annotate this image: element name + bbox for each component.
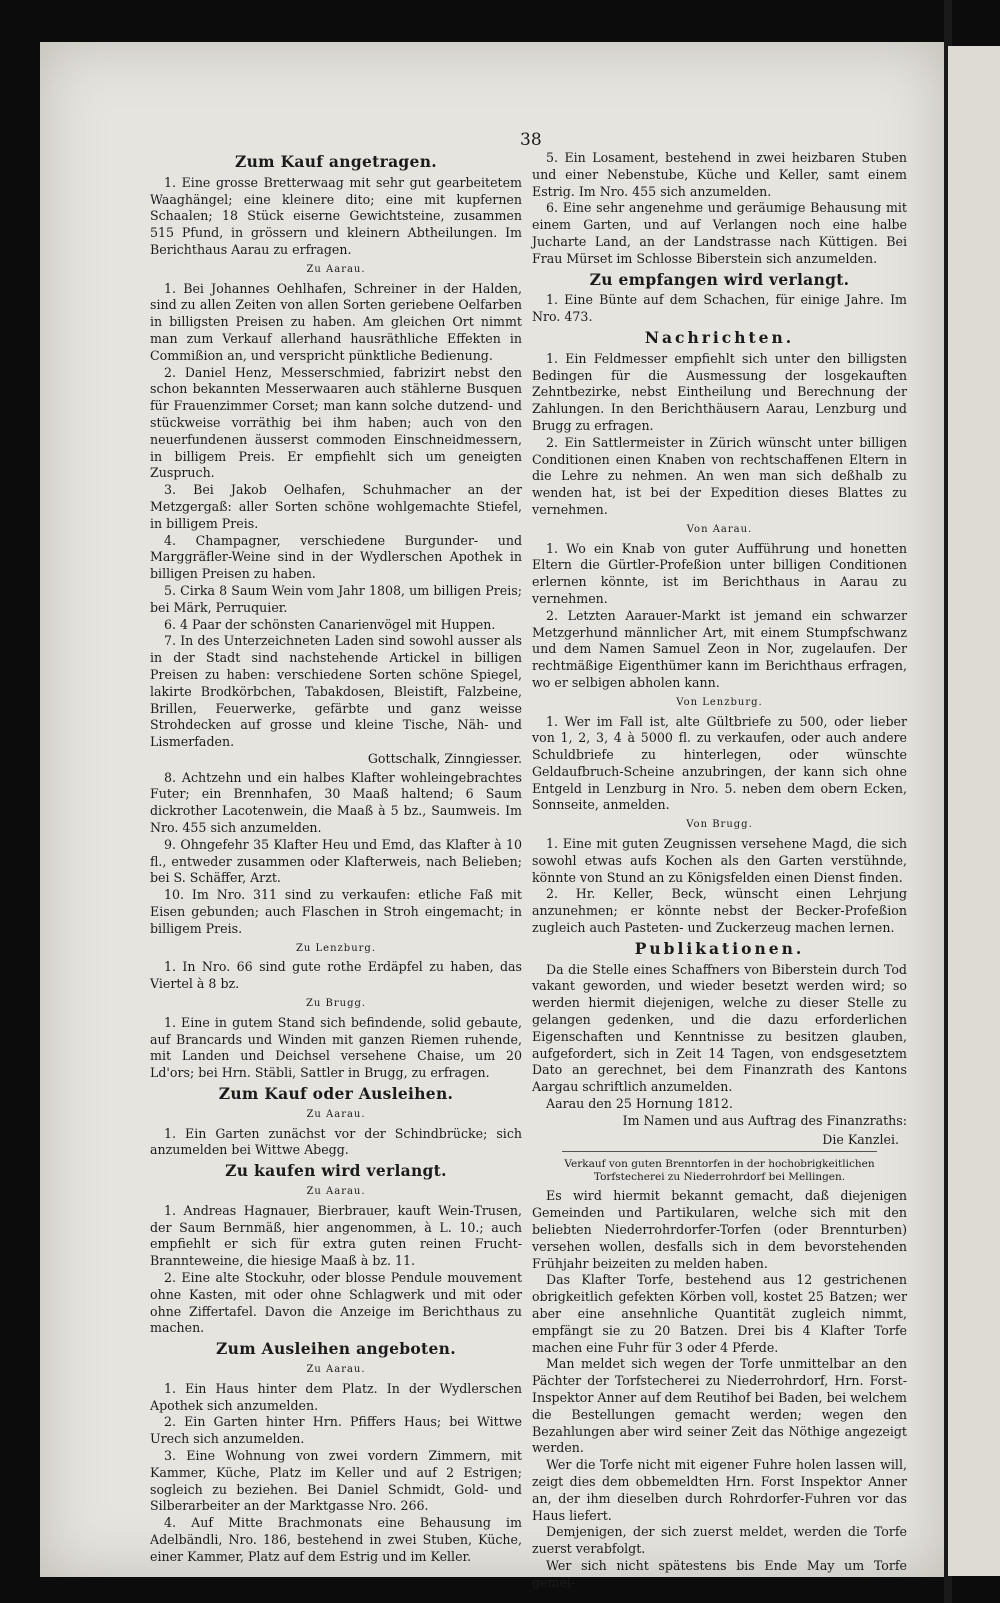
paragraph: 1. Eine mit guten Zeugnissen versehene Magd, die sich sowohl etwas aufs Kochen als den Garten verstühnde, könnte von Stund an zu Königsfelden einen Dienst finden. <box>532 836 907 885</box>
signature-kanzlei: Die Kanzlei. <box>822 1131 899 1147</box>
location-subheading: Zu Aarau. <box>306 263 366 275</box>
paragraph: Wer sich nicht spätestens bis Ende May um Torfe gemel- <box>532 1557 907 1590</box>
location-subheading: Von Aarau. <box>686 523 753 535</box>
section-title-zu-empfangen: Zu empfangen wird verlangt. <box>589 269 850 289</box>
paragraph: 2. Hr. Keller, Beck, wünscht einen Lehrjung anzunehmen; er könnte nebst der Becker-Profeßion zugleich auch Pasteten- und Zuckerzeug machen lernen. <box>532 886 907 936</box>
paragraph: 4. Auf Mitte Brachmonats eine Behausung im Adelbändli, Nro. 186, bestehend in zwei Stuben, Küche, einer Kammer, Platz auf dem Estrig und im Keller. <box>150 1515 522 1564</box>
paragraph: 1. Eine grosse Bretterwaag mit sehr gut gearbeitetem Waaghängel; eine kleinere dito; eine mit kupfernen Schaalen; 18 Stück eiserne Gewichtsteine, zusammen 515 Pfund, in grössern und kleinern Abtheilungen. Im Berichthaus Aarau zu erfragen. <box>150 174 522 257</box>
section-title-nachrichten: Nachrichten. <box>644 327 795 347</box>
paragraph: 7. In des Unterzeichneten Laden sind sowohl ausser als in der Stadt sind nachstehende Artickel in billigen Preisen zu haben: verschiedene Sorten schöne Spiegel, lakirte Brodkörbchen, Tabakdosen, Bleistift, Falzbeine, Brillen, Feuerwerke, gefärbte und ganz weisse Strohdecken auf grosse und kleine Tische, Näh- und Lismerfaden. <box>150 633 522 750</box>
section-title-publikationen: Publikationen. <box>634 938 805 958</box>
section-title-zu-kaufen-verlangt: Zu kaufen wird verlangt. <box>225 1161 447 1181</box>
paragraph: 1. Ein Garten zunächst vor der Schindbrücke; sich anzumelden bei Wittwe Abegg. <box>150 1125 522 1158</box>
paragraph: 9. Ohngefehr 35 Klafter Heu und Emd, das Klafter à 10 fl., entweder zusammen oder Klafterweis, nach Belieben; bei S. Schäffer, Arzt. <box>150 836 522 886</box>
paragraph: 5. Ein Losament, bestehend in zwei heizbaren Stuben und einer Nebenstube, Küche und Keller, samt einem Estrig. Im Nro. 455 sich anzumelden. <box>532 150 907 199</box>
paragraph: 6. 4 Paar der schönsten Canarienvögel mit Huppen. <box>164 616 496 632</box>
torf-heading: Verkauf von guten Brenntorfen in der hochobrigkeitlichen Torfstecherei zu Niederrohrdorf bei Mellingen. <box>564 1158 875 1184</box>
section-title-kauf-oder-ausleihen: Zum Kauf oder Ausleihen. <box>218 1084 454 1104</box>
location-subheading: Zu Lenzburg. <box>295 942 377 954</box>
page-number: 38 <box>520 130 542 150</box>
divider <box>562 1151 877 1152</box>
signature-line: Im Namen und aus Auftrag des Finanzraths: <box>622 1112 907 1128</box>
paragraph: 1. Andreas Hagnauer, Bierbrauer, kauft Wein-Trusen, der Saum Bernmäß, hier angenommen, à L. 10.; auch empfiehlt er sich für extra guten reinen Frucht-Brannteweine, die hiesige Maaß à bz. 11. <box>150 1202 522 1269</box>
paragraph: 8. Achtzehn und ein halbes Klafter wohleingebrachtes Futer; ein Brennhafen, 30 Maaß haltend; 6 Saum dickrother Lacotenwein, die Maaß à 5 bz., Saumweis. Im Nro. 455 sich anzumelden. <box>150 769 522 836</box>
paragraph: Es wird hiermit bekannt gemacht, daß diejenigen Gemeinden und Partikularen, welche sich mit den beliebten Niederrohrdorfer-Torfen (oder Brennturben) versehen wollen, desfalls sich in dem bevorstehenden Frühjahr beizeiten zu melden haben. <box>532 1188 907 1271</box>
paragraph: Das Klafter Torfe, bestehend aus 12 gestrichenen obrigkeitlich gefekten Körben voll, kostet 25 Batzen; wer aber eine ansehnliche Quantität zugleich nimmt, empfängt sie zu 20 Batzen. Drei bis 4 Klafter Torfe machen eine Fuhr für 3 oder 4 Pferde. <box>532 1272 907 1355</box>
location-subheading: Zu Brugg. <box>305 998 367 1010</box>
date-line: Aarau den 25 Hornung 1812. <box>546 1096 733 1112</box>
paragraph: Man meldet sich wegen der Torfe unmittelbar an den Pächter der Torfstecherei zu Niederrohrdorf, Hrn. Forst-Inspektor Anner auf dem Reutihof bei Baden, bei welchem die Bestellungen gemacht werden; wegen den Bezahlungen aber wird seiner Zeit das Nöthige angezeigt werden. <box>532 1356 907 1456</box>
paragraph: 2. Eine alte Stockuhr, oder blosse Pendule mouvement ohne Kasten, mit oder ohne Schlagwerk und mit oder ohne Ziffertafel. Davon die Anzeige im Berichthaus zu machen. <box>150 1270 522 1336</box>
paragraph: 3. Bei Jakob Oelhafen, Schuhmacher an der Metzgergaß: aller Sorten schöne wohlgemachte Stiefel, in billigem Preis. <box>150 482 522 531</box>
paragraph: 1. In Nro. 66 sind gute rothe Erdäpfel zu haben, das Viertel à 8 bz. <box>150 959 522 992</box>
signature: Gottschalk, Zinngiesser. <box>367 750 522 766</box>
paragraph: 1. Wo ein Knab von guter Aufführung und honetten Eltern die Gürtler-Profeßion unter billigen Conditionen erlernen könnte, ist im Berichthaus in Aarau zu vernehmen. <box>532 540 907 606</box>
paragraph: 3. Eine Wohnung von zwei vordern Zimmern, mit Kammer, Küche, Platz im Keller und auf 2 Estrigen; sogleich zu beziehen. Bei Daniel Schmidt, Gold- und Silberarbeiter an der Marktgasse Nro. 266. <box>150 1447 522 1514</box>
paragraph: Wer die Torfe nicht mit eigener Fuhre holen lassen will, zeigt dies dem obbemeldten Hrn. Forst Inspektor Anner an, der ihm dieselben durch Rohrdorfer-Fuhren vor das Haus liefert. <box>532 1457 907 1523</box>
paragraph: 6. Eine sehr angenehme und geräumige Behausung mit einem Garten, und auf Verlangen noch eine halbe Jucharte Land, an der Landstrasse nach Küttigen. Bei Frau Mürset im Schlosse Biberstein sich anzumelden. <box>532 200 907 266</box>
location-subheading: Von Lenzburg. <box>676 696 763 708</box>
paragraph: Demjenigen, der sich zuerst meldet, werden die Torfe zuerst verabfolgt. <box>532 1524 907 1557</box>
location-subheading: Von Brugg. <box>686 819 753 831</box>
location-subheading: Zu Aarau. <box>306 1363 366 1375</box>
paragraph: 1. Wer im Fall ist, alte Gültbriefe zu 500, oder lieber von 1, 2, 3, 4 à 5000 fl. zu verkaufen, oder auch andere Schuldbriefe zu hinterlegen, oder wünschte Geldaufbruch-Scheine anzubringen, der kann sich ohne Entgeld in Lenzburg in Nro. 5. neben dem obern Ecken, Sonnseite, anmelden. <box>532 713 907 813</box>
paragraph: 1. Eine Bünte auf dem Schachen, für einige Jahre. Im Nro. 473. <box>532 292 907 325</box>
paragraph: 5. Cirka 8 Saum Wein vom Jahr 1808, um billigen Preis; bei Märk, Perruquier. <box>150 582 522 615</box>
paragraph: 10. Im Nro. 311 sind zu verkaufen: etliche Faß mit Eisen gebunden; auch Flaschen in Stroh eingemacht; in billigem Preis. <box>150 887 522 936</box>
next-page-edge <box>948 46 1000 1576</box>
paragraph: Da die Stelle eines Schaffners von Biberstein durch Tod vakant geworden, und wieder besetzt werden wird; so werden hiermit diejenigen, welche zu dieser Stelle zu gelangen gedenken, und die dazu erforderlichen Eigenschaften und Kenntnisse zu besitzen glauben, aufgefordert, sich in Zeit 14 Tagen, von endsgesetztem Dato an gerechnet, bei dem Finanzrath des Kantons Aargau schriftlich anzumelden. <box>532 961 907 1095</box>
paragraph: 1. Ein Feldmesser empfiehlt sich unter den billigsten Bedingen für die Ausmessung der losgekauften Zehntbezirke, nebst Eintheilung und Berechnung der Zahlungen. In den Berichthäusern Aarau, Lenzburg und Brugg zu erfragen. <box>532 350 907 433</box>
paragraph: 2. Ein Garten hinter Hrn. Pfiffers Haus; bei Wittwe Urech sich anzumelden. <box>150 1414 522 1447</box>
location-subheading: Zu Aarau. <box>306 1186 366 1198</box>
paragraph: 1. Eine in gutem Stand sich befindende, solid gebaute, auf Brancards und Winden mit ganzen Riemen ruhende, mit Landen und Deichsel versehene Chaise, um 20 Ld'ors; bei Hrn. Stäbli, Sattler in Brugg, zu erfragen. <box>150 1014 522 1081</box>
paragraph: 1. Ein Haus hinter dem Platz. In der Wydlerschen Apothek sich anzumelden. <box>150 1380 522 1413</box>
paragraph: 2. Ein Sattlermeister in Zürich wünscht unter billigen Conditionen einen Knaben von rechtschaffenen Eltern in die Lehre zu nehmen. An wen man sich deßhalb zu wenden hat, ist bei der Expedition dieses Blattes zu vernehmen. <box>532 434 907 517</box>
paragraph: 2. Daniel Henz, Messerschmied, fabrizirt nebst den schon bekannten Messerwaaren auch stählerne Busquen für Frauenzimmer Corset; man kann solche dutzend- und stückweise vorräthig bei ihm haben; auch von den neuerfundenen äusserst commoden Einschneidmessern, in billigem Preis. Er empfiehlt sich um geneigten Zuspruch. <box>150 364 522 481</box>
paragraph: 2. Letzten Aarauer-Markt ist jemand ein schwarzer Metzgerhund männlicher Art, mit einem Stumpfschwanz und dem Namen Samuel Zeon in Nor, zugelaufen. Der rechtmäßige Eigenthümer kann im Berichthaus erfragen, wo er selbigen abholen kann. <box>532 607 907 690</box>
location-subheading: Zu Aarau. <box>306 1108 366 1120</box>
left-column <box>150 150 522 1566</box>
paragraph: 1. Bei Johannes Oehlhafen, Schreiner in der Halden, sind zu allen Zeiten von allen Sorten geriebene Oelfarben in billigsten Preisen zu haben. Am gleichen Ort nimmt man zum Verkauf allerhand hausräthliche Effekten in Commißion an, und verspricht pünktliche Bedienung. <box>150 280 522 363</box>
section-title-zum-kauf: Zum Kauf angetragen. <box>235 152 437 171</box>
paragraph: 4. Champagner, verschiedene Burgunder- und Marggräfler-Weine sind in der Wydlerschen Apothek in billigen Preisen zu haben. <box>150 532 522 582</box>
section-title-ausleihen-angeboten: Zum Ausleihen angeboten. <box>216 1339 456 1359</box>
right-column <box>532 150 907 1592</box>
